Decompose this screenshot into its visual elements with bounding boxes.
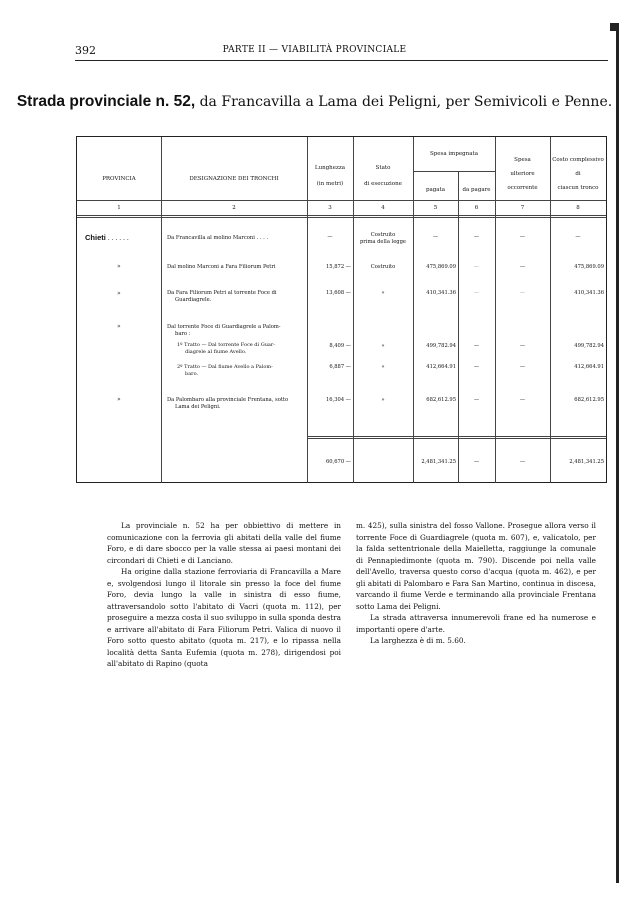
- total-costo: 2,481,341.25: [569, 459, 604, 465]
- total-lunghezza: 60,670 —: [326, 459, 351, 465]
- row-designazione: Da Palombaro alla provinciale Frentana, sotto Lama dei Peligni.: [167, 397, 289, 410]
- header-rule-1: [77, 200, 606, 201]
- col-number: 5: [433, 205, 438, 211]
- subrow-da-pagare: —: [473, 343, 480, 349]
- row-stato: »: [381, 397, 385, 403]
- col-number: 1: [117, 205, 121, 211]
- subrow-designazione: 1º Tratto — Dal torrente Foce di Guar- diagrele al fiume Avello.: [177, 342, 275, 355]
- title-route: da Francavilla a Lama dei Peligni, per Semivicoli e Penne.: [195, 94, 613, 110]
- row-stato: Costruito: [370, 264, 396, 270]
- row-pagata: 682,612.95: [426, 397, 456, 403]
- row-ulteriore: —: [519, 234, 526, 240]
- row-costo: —: [575, 234, 581, 240]
- header-costo: Costo complessivo di ciascun tronco: [552, 157, 604, 191]
- row-designazione: Dal molino Marconi a Fara Filiorum Petri: [167, 264, 276, 270]
- row-designazione: Da Francavilla al molino Marconi . . . .: [167, 235, 269, 241]
- header-provincia: PROVINCIA: [102, 176, 136, 182]
- total-pagata: 2,481,341.25: [421, 459, 456, 465]
- header-rule: [75, 60, 608, 61]
- total-da-pagare: —: [473, 459, 480, 465]
- paragraph: La provinciale n. 52 ha per obbiettivo di mettere in comunicazione con la ferrovia gli abitati della valle del fiume Foro, e di dare sbocco per la valle stessa ai paesi montani dei circondari di Chieti e di Lanciano.: [107, 521, 341, 565]
- header-pagata: pagata: [425, 187, 446, 193]
- subrow-da-pagare: —: [473, 364, 480, 370]
- subrow-costo: 499,782.94: [574, 343, 604, 349]
- row-designazione: Dal torrente Foce di Guardiagrele a Palom- baro :: [167, 324, 281, 337]
- provincia-cell: Chieti . . . . . .: [85, 233, 129, 242]
- header-stato: Stato di esecuzione: [364, 165, 402, 187]
- row-stato: Costruito prima della legge: [359, 232, 406, 245]
- row-lunghezza: 15,872 —: [326, 264, 351, 270]
- row-da-pagare: —: [473, 397, 480, 403]
- col-number: 6: [474, 205, 479, 211]
- row-da-pagare: —: [473, 234, 480, 240]
- header-designazione: DESIGNAZIONE DEI TRONCHI: [189, 176, 279, 182]
- row-stato: »: [381, 290, 385, 296]
- paragraph: La larghezza è di m. 5.60.: [370, 636, 466, 645]
- col-number: 3: [328, 205, 332, 211]
- col-number: 8: [576, 205, 580, 211]
- running-head: PARTE II — VIABILITÀ PROVINCIALE: [222, 45, 407, 55]
- total-rule: [307, 438, 606, 439]
- page-number: 392: [75, 44, 96, 57]
- title-road-number: Strada provinciale n. 52,: [16, 93, 196, 110]
- row-designazione: Da Fara Filiorum Petri al torrente Foce di Guardiagrele.: [167, 290, 277, 303]
- row-costo: 410,341.36: [574, 290, 604, 296]
- ditto-mark: »: [117, 323, 121, 330]
- header-rule-2: [77, 215, 606, 216]
- subheader-rule: [413, 171, 495, 172]
- subrow-pagata: 499,782.94: [426, 343, 456, 349]
- paragraph: La strada attraversa innumerevoli frane ed ha numerose e importanti opere d'arte.: [356, 613, 596, 634]
- subrow-stato: »: [381, 364, 385, 370]
- header-spesa-ulteriore: Spesa ulteriore occorrente: [507, 157, 538, 191]
- binding-edge-cap: [610, 23, 618, 31]
- row-ulteriore: —: [519, 264, 526, 270]
- row-ulteriore: —: [519, 290, 526, 296]
- row-costo: 682,612.95: [574, 397, 604, 403]
- row-lunghezza: 16,304 —: [326, 397, 351, 403]
- row-lunghezza: —: [327, 234, 333, 240]
- page-title: [0, 93, 629, 111]
- row-lunghezza: 13,608 —: [326, 290, 351, 296]
- text-column-right: [356, 520, 596, 647]
- subrow-stato: »: [381, 343, 385, 349]
- subrow-pagata: 412,664.91: [426, 364, 456, 370]
- subrow-ulteriore: —: [519, 343, 526, 349]
- header-rule-3: [77, 217, 606, 218]
- subrow-ulteriore: —: [519, 364, 526, 370]
- col-number: 4: [381, 205, 385, 211]
- subrow-costo: 412,664.91: [574, 364, 604, 370]
- total-ulteriore: —: [519, 459, 526, 465]
- roads-table: [76, 136, 607, 483]
- subrow-lunghezza: 6,887 —: [329, 364, 351, 370]
- col-number: 7: [520, 205, 525, 211]
- total-rule: [307, 436, 606, 437]
- row-pagata: 475,869.09: [426, 264, 456, 270]
- row-pagata: —: [432, 234, 439, 240]
- col-rule: [161, 137, 162, 483]
- header-spesa-impegnata: Spesa impegnata: [430, 151, 478, 157]
- row-da-pagare: —: [473, 290, 480, 296]
- row-pagata: 410,341.36: [426, 290, 456, 296]
- col-rule: [353, 137, 354, 483]
- header-lunghezza: Lunghezza (in metri): [314, 165, 346, 187]
- ditto-mark: »: [117, 396, 121, 403]
- ditto-mark: »: [117, 290, 121, 297]
- binding-edge: [616, 23, 619, 883]
- row-ulteriore: —: [519, 397, 526, 403]
- paragraph-continued: m. 425), sulla sinistra del fosso Vallone. Prosegue allora verso il torrente Foce di Guardiagrele (quota m. 607), e, valicatolo, per la falda settentrionale della Maielletta, raggiunge la comunale di Pennapiedimonte (quota m. 790). Discende poi nella valle dell'Avello, traversa questo corso d'acqua (quota m. 462), e per gli abitati di Palombaro e Fara San Martino, continua in discesa, varcando il fiume Verde e terminando alla provinciale Frentana sotto Lama dei Peligni.: [356, 521, 596, 611]
- row-costo: 475,869.09: [574, 264, 604, 270]
- text-column-left: [107, 520, 341, 670]
- subrow-designazione: 2º Tratto — Dal fiume Avello a Palom- baro.: [177, 364, 273, 377]
- subrow-lunghezza: 8,409 —: [329, 343, 351, 349]
- paragraph: Ha origine dalla stazione ferroviaria di Francavilla a Mare e, svolgendosi lungo il litorale sin presso la foce del fiume Foro, devia lungo la valle in sinistra di esso fiume, attraversandolo sotto l'abitato di Vacri (quota m. 112), per proseguire a mezza costa il suo sviluppo in sulla sponda destra e arrivare all'abitato di Fara Filiorum Petri. Valica di nuovo il Foro sotto questo abitato (quota m. 217), e lo ripassa nella località detta Santa Eufemia (quota m. 278), dirigendosi poi all'abitato di Rapino (quota: [107, 567, 341, 668]
- ditto-mark: »: [117, 263, 121, 270]
- header-da-pagare: da pagare: [462, 187, 491, 193]
- row-da-pagare: —: [473, 264, 480, 270]
- col-number: 2: [232, 205, 236, 211]
- col-rule: [307, 137, 308, 483]
